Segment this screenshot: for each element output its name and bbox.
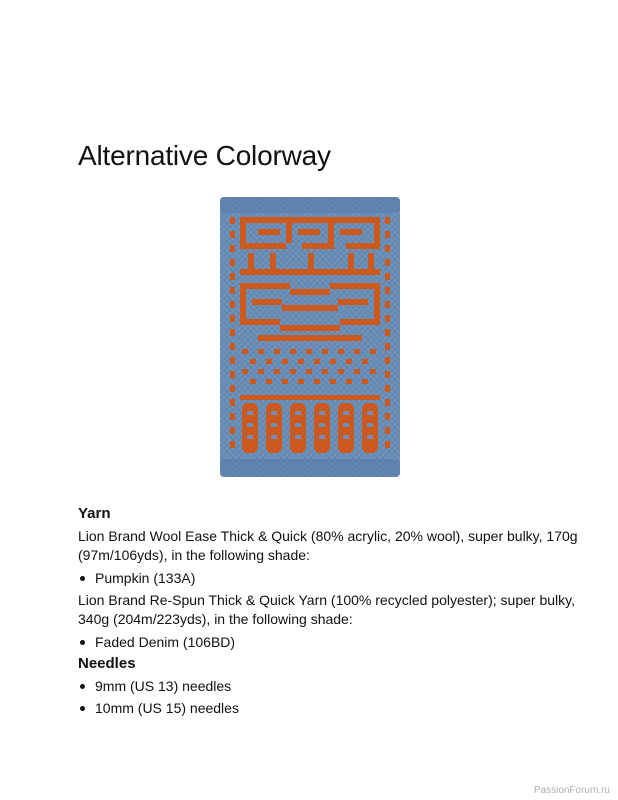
yarn-shade-list-2 (78, 633, 578, 651)
list-item (78, 699, 578, 717)
list-item (78, 677, 578, 695)
bullet-icon (80, 576, 85, 581)
needles-list (78, 677, 578, 717)
shade-label: Pumpkin (133A) (95, 570, 196, 586)
yarn-description-1: Lion Brand Wool Ease Thick & Quick (80% acrylic, 20% wool), super bulky, 170g (97m/106yds), in the following shade: (78, 528, 578, 563)
materials-section (78, 505, 578, 721)
bullet-icon (80, 640, 85, 645)
shade-label: Faded Denim (106BD) (95, 634, 236, 650)
needle-label: 9mm (US 13) needles (95, 678, 232, 694)
bullet-icon (80, 706, 85, 711)
knitted-swatch-image (218, 195, 402, 479)
yarn-heading: Yarn (78, 505, 111, 522)
list-item (78, 633, 578, 651)
list-item (78, 569, 578, 587)
watermark: PassionForum.ru (533, 785, 610, 796)
page-title: Alternative Colorway (78, 140, 331, 171)
needle-label: 10mm (US 15) needles (95, 700, 239, 716)
yarn-shade-list-1 (78, 569, 578, 587)
bullet-icon (80, 684, 85, 689)
needles-heading: Needles (78, 655, 136, 672)
yarn-description-2: Lion Brand Re-Spun Thick & Quick Yarn (100% recycled polyester); super bulky, 340g (204m/223yds), in the following shade: (78, 592, 575, 627)
